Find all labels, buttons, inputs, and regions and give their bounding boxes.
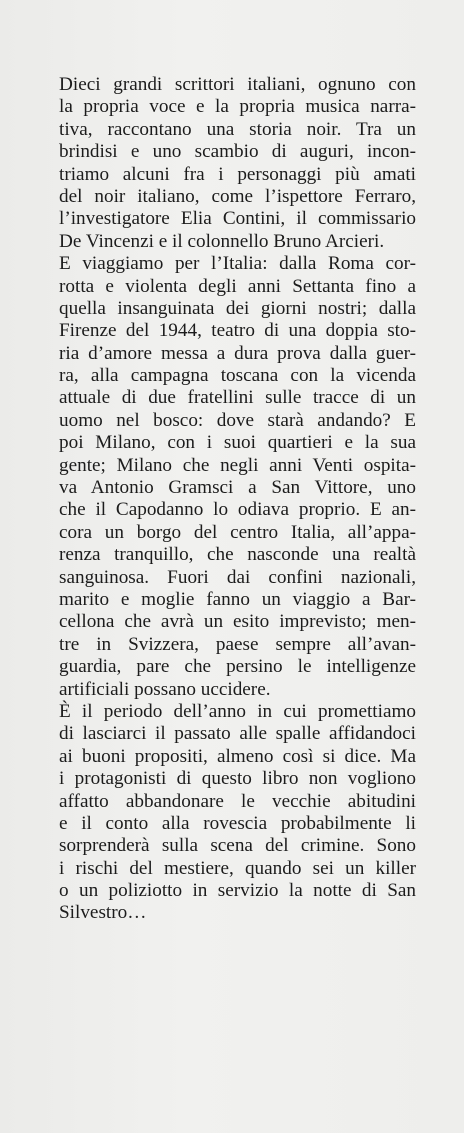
text-line: guardia, pare che persino le intelligenze xyxy=(59,656,416,678)
paragraph-intro xyxy=(59,74,416,253)
text-line: del noir italiano, come l’ispettore Ferraro, xyxy=(59,185,416,207)
text-line: cellona che avrà un esito imprevisto; men- xyxy=(59,611,416,633)
text-line: di lasciarci il passato alle spalle affidandoci xyxy=(59,723,416,745)
text-line: gente; Milano che negli anni Venti ospita- xyxy=(59,454,416,476)
text-line: De Vincenzi e il colonnello Bruno Arcieri. xyxy=(59,230,385,252)
text-line: È il periodo dell’anno in cui promettiamo xyxy=(59,700,416,722)
text-line: poi Milano, con i suoi quartieri e la sua xyxy=(59,432,416,454)
paragraph-journey xyxy=(59,253,416,701)
text-line: sorprenderà sulla scena del crimine. Sono xyxy=(59,835,416,857)
text-line: Firenze del 1944, teatro di una doppia sto- xyxy=(59,320,416,342)
text-line: tre in Svizzera, paese sempre all’avan- xyxy=(59,633,416,655)
text-line: marito e moglie fanno un viaggio a Bar- xyxy=(59,588,416,610)
text-line: e il conto alla rovescia probabilmente li xyxy=(59,812,416,834)
blurb-text xyxy=(59,74,416,925)
text-line: Dieci grandi scrittori italiani, ognuno con xyxy=(59,74,416,95)
paragraph-closing xyxy=(59,701,416,925)
text-line: uomo nel bosco: dove starà andando? E xyxy=(59,409,416,431)
text-line: attuale di due fratellini sulle tracce di un xyxy=(59,387,416,409)
text-line: ai buoni propositi, almeno così si dice. Ma xyxy=(59,745,416,767)
text-line: ria d’amore messa a dura prova dalla guer- xyxy=(59,342,416,364)
text-line: ra, alla campagna toscana con la vicenda xyxy=(59,365,416,387)
text-line: l’investigatore Elia Contini, il commissario xyxy=(59,208,416,230)
text-line: renza tranquillo, che nasconde una realtà xyxy=(59,544,416,566)
text-line: sanguinosa. Fuori dai confini nazionali, xyxy=(59,566,416,588)
text-line: o un poliziotto in servizio la notte di San xyxy=(59,880,416,902)
text-line: artificiali possano uccidere. xyxy=(59,678,271,700)
text-line: tiva, raccontano una storia noir. Tra un xyxy=(59,118,416,140)
text-line: va Antonio Gramsci a San Vittore, uno xyxy=(59,477,416,499)
text-line: E viaggiamo per l’Italia: dalla Roma cor- xyxy=(59,253,416,275)
text-line: brindisi e uno scambio di auguri, incon- xyxy=(59,141,416,163)
text-line: Silvestro… xyxy=(59,902,147,924)
text-line: affatto abbandonare le vecchie abitudini xyxy=(59,790,416,812)
text-line: rotta e violenta degli anni Settanta fino a xyxy=(59,275,416,297)
text-line: cora un borgo del centro Italia, all’appa- xyxy=(59,521,416,543)
text-line: quella insanguinata dei giorni nostri; dalla xyxy=(59,297,416,319)
text-line: la propria voce e la propria musica narra- xyxy=(59,96,416,118)
text-line: i rischi del mestiere, quando sei un killer xyxy=(59,857,416,879)
text-line: i protagonisti di questo libro non vogliono xyxy=(59,768,416,790)
text-line: triamo alcuni fra i personaggi più amati xyxy=(59,163,416,185)
text-line: che il Capodanno lo odiava proprio. E an- xyxy=(59,499,416,521)
